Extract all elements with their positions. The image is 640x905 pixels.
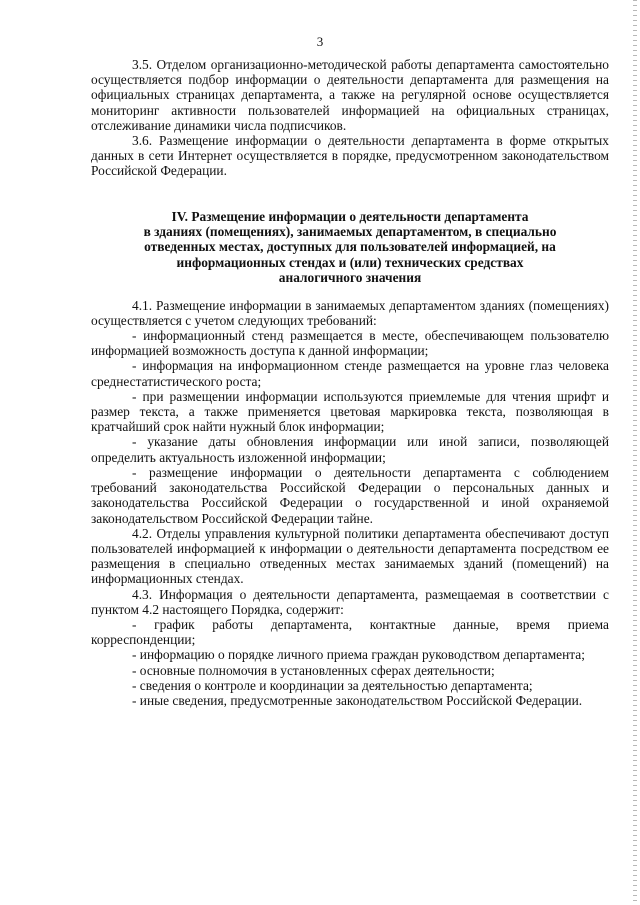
section-heading-line: IV. Размещение информации о деятельности департамента <box>171 208 529 224</box>
list-item: - информационный стенд размещается в месте, обеспечивающем пользователю информацией возможность доступа к данной информации; <box>91 328 609 359</box>
list-item: - сведения о контроле и координации за деятельностью департамента; <box>132 677 533 693</box>
list-item: - график работы департамента, контактные данные, время приема корреспонденции; <box>91 616 609 648</box>
list-item: - информацию о порядке личного приема граждан руководством департамента; <box>132 647 585 663</box>
list-item: - иные сведения, предусмотренные законодательством Российской Федерации. <box>132 692 583 708</box>
paragraph-4-1: 4.1. Размещение информации в занимаемых департаментом зданиях (помещениях) осуществляется с учетом следующих требований: <box>91 297 609 328</box>
paragraph-3-5: 3.5. Отделом организационно-методической работы департамента самостоятельно осуществляется подбор информации о деятельности департамента для размещения на официальных страницах департамента, а также на регулярной основе осуществляется мониторинг активности пользователей информацией на официальных страницах, отслеживание динамики числа подписчиков. <box>91 57 609 133</box>
list-item: - при размещении информации используются приемлемые для чтения шрифт и размер текста, а также применяется цветовая маркировка текста, позволяющая в кратчайший срок найти нужный блок информации; <box>91 388 609 435</box>
list-item: - информация на информационном стенде размещается на уровне глаз человека среднестатистического роста; <box>91 358 609 389</box>
paragraph-4-3: 4.3. Информация о деятельности департамента, размещаемая в соответствии с пунктом 4.2 настоящего Порядка, содержит: <box>91 586 609 617</box>
section-heading-line: в зданиях (помещениях), занимаемых департаментом, в специально <box>143 224 557 240</box>
paragraph-3-6: 3.6. Размещение информации о деятельности департамента в форме открытых данных в сети Интернет осуществляется в порядке, предусмотренном законодательством Российской Федерации. <box>91 133 609 179</box>
paragraph-4-2: 4.2. Отделы управления культурной политики департамента обеспечивают доступ пользователей информацией к информации о деятельности департамента посредством ее размещения в специально отведенных местах занимаемых зданий (помещений) на информационных стендах. <box>91 525 609 587</box>
section-heading-line: отведенных местах, доступных для пользователей информацией, на <box>144 239 556 255</box>
section-heading-line: информационных стендах и (или) технических средствах <box>176 254 524 270</box>
section-heading <box>91 209 609 286</box>
scan-edge-marks <box>633 0 637 905</box>
page-number: 3 <box>316 34 324 49</box>
list-item: - указание даты обновления информации или иной записи, позволяющей определить актуальность изложенной информации; <box>91 434 609 465</box>
list-item: - размещение информации о деятельности департамента с соблюдением требований законодательства Российской Федерации о персональных данных и законодательства Российской Федерации о государственной и иной охраняемой законодательством Российской Федерации тайне. <box>91 464 609 526</box>
section-heading-line: аналогичного значения <box>278 270 422 286</box>
document-body <box>91 57 609 708</box>
list-item: - основные полномочия в установленных сферах деятельности; <box>132 662 495 678</box>
